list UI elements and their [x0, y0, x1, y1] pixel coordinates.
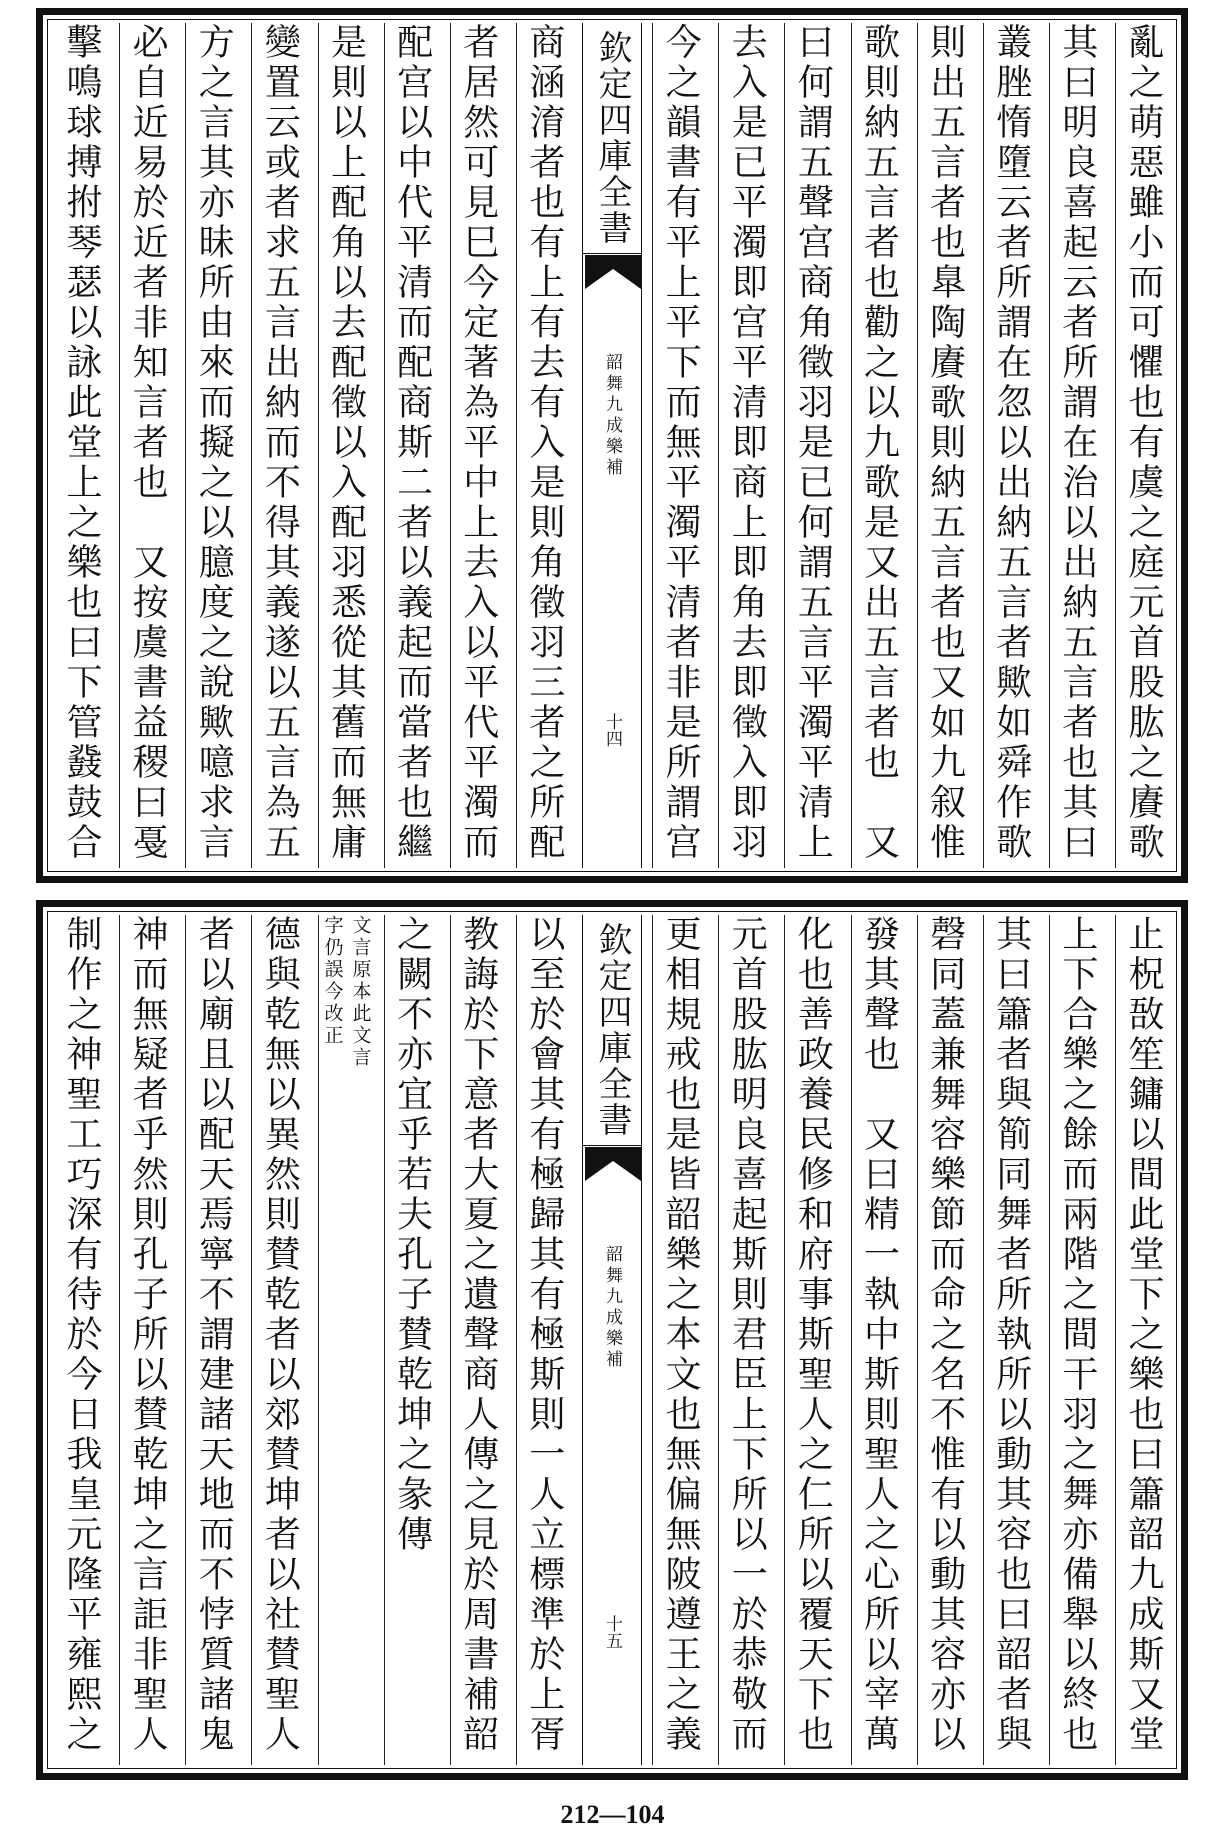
fish-tail-icon	[585, 1147, 641, 1183]
text-column-with-note	[384, 915, 440, 1765]
page-number: 十四	[602, 713, 622, 747]
text-column: 上下合樂之餘而兩階之間干羽之舞亦備舉以終也	[1049, 915, 1105, 1765]
text-column: 叢脞惰墮云者所謂在忽以出納五言者歟如舜作歌	[983, 23, 1039, 868]
text-column: 者居然可見巳今定著為平中上去入以平代平濁而	[450, 23, 506, 868]
text-column: 則出五言者也臯陶賡歌則納五言者也又如九叙惟	[917, 23, 973, 868]
top-page-frame	[36, 8, 1188, 883]
top-text-columns	[53, 23, 1171, 868]
text-column: 曰何謂五聲宫商角徵羽是已何謂五言平濁平清上	[784, 23, 840, 868]
text-column: 更相規戒也是皆韶樂之本文也無偏無陂遵王之義	[652, 915, 708, 1765]
fish-tail-icon	[585, 255, 641, 291]
text-column: 變置云或者求五言出納而不得其義遂以五言為五	[251, 23, 307, 868]
footer-page-reference: 212—104	[560, 1800, 665, 1829]
center-fold-column	[582, 915, 642, 1765]
text-column: 今之韻書有平上平下而無平濁平清者非是所謂宫	[652, 23, 708, 868]
text-column-with-note	[318, 915, 374, 1765]
text-column: 其曰簫者與箾同舞者所執所以動其容也曰韶者與	[983, 915, 1039, 1765]
bottom-text-columns	[53, 915, 1171, 1765]
text-column: 去入是已平濁即宫平清即商上即角去即徵入即羽	[718, 23, 774, 868]
book-title: 欽定四庫全書	[583, 915, 641, 1146]
text-column: 配宫以中代平清而配商斯二者以義起而當者也繼	[384, 23, 440, 868]
note-line: 文言原本此文言	[349, 915, 372, 1069]
text-column: 化也善政養民修和府事斯聖人之仁所以覆天下也	[784, 915, 840, 1765]
text-column: 亂之萌惡雖小而可懼也有虞之庭元首股肱之賡歌	[1115, 23, 1171, 868]
text-column: 教誨於下意者大夏之遺聲商人傳之見於周書補韶	[450, 915, 506, 1765]
chapter-title: 韶舞九成樂補	[602, 1245, 622, 1371]
text-column: 磬同蓋兼舞容樂節而命之名不惟有以動其容亦以	[917, 915, 973, 1765]
text-column: 元首股肱明良喜起斯則君臣上下所以一於恭敬而	[718, 915, 774, 1765]
interlinear-note	[320, 915, 374, 1765]
text-column: 德與乾無以異然則賛乾者以郊賛坤者以社賛聖人	[251, 915, 307, 1765]
main-text	[318, 915, 320, 1765]
page-number: 十五	[602, 1615, 622, 1649]
text-column: 者以廟且以配天焉寧不謂建諸天地而不悖質諸鬼	[185, 915, 241, 1765]
text-column: 擊鳴球搏拊琴瑟以詠此堂上之樂也曰下管鼗鼓合	[61, 23, 102, 863]
chapter-title: 韶舞九成樂補	[602, 353, 622, 479]
book-title: 欽定四庫全書	[583, 23, 641, 254]
text-column: 必自近易於近者非知言者也 又按虞書益稷曰戞	[119, 23, 175, 868]
text-column: 商涵淯者也有上有去有入是則角徵羽三者之所配	[516, 23, 572, 868]
text-column: 方之言其亦昧所由來而擬之以臆度之說歟噫求言	[185, 23, 241, 868]
text-column: 以至於會其有極歸其有極斯則一人立標準於上胥	[516, 915, 572, 1765]
center-fold-column	[582, 23, 642, 868]
text-column: 其曰明良喜起云者所謂在治以出納五言者也其曰	[1049, 23, 1105, 868]
text-column: 制作之神聖工巧深有待於今日我皇元隆平雍熙之	[61, 915, 102, 1755]
text-column: 是則以上配角以去配徵以入配羽悉從其舊而無庸	[318, 23, 374, 868]
text-column: 歌則納五言者也勸之以九歌是又出五言者也 又	[851, 23, 907, 868]
bottom-page-frame	[36, 900, 1188, 1780]
text-column: 發其聲也 又曰精一執中斯則聖人之心所以宰萬	[851, 915, 907, 1765]
main-text: 之闕不亦宜乎若夫孔子賛乾坤之彖傳	[391, 915, 433, 1555]
text-column: 神而無疑者乎然則孔子所以賛乾坤之言詎非聖人	[119, 915, 175, 1765]
note-line: 字仍誤今改正	[321, 915, 344, 1047]
text-column: 止柷敔笙鏞以間此堂下之樂也曰簫韶九成斯又堂	[1115, 915, 1171, 1765]
